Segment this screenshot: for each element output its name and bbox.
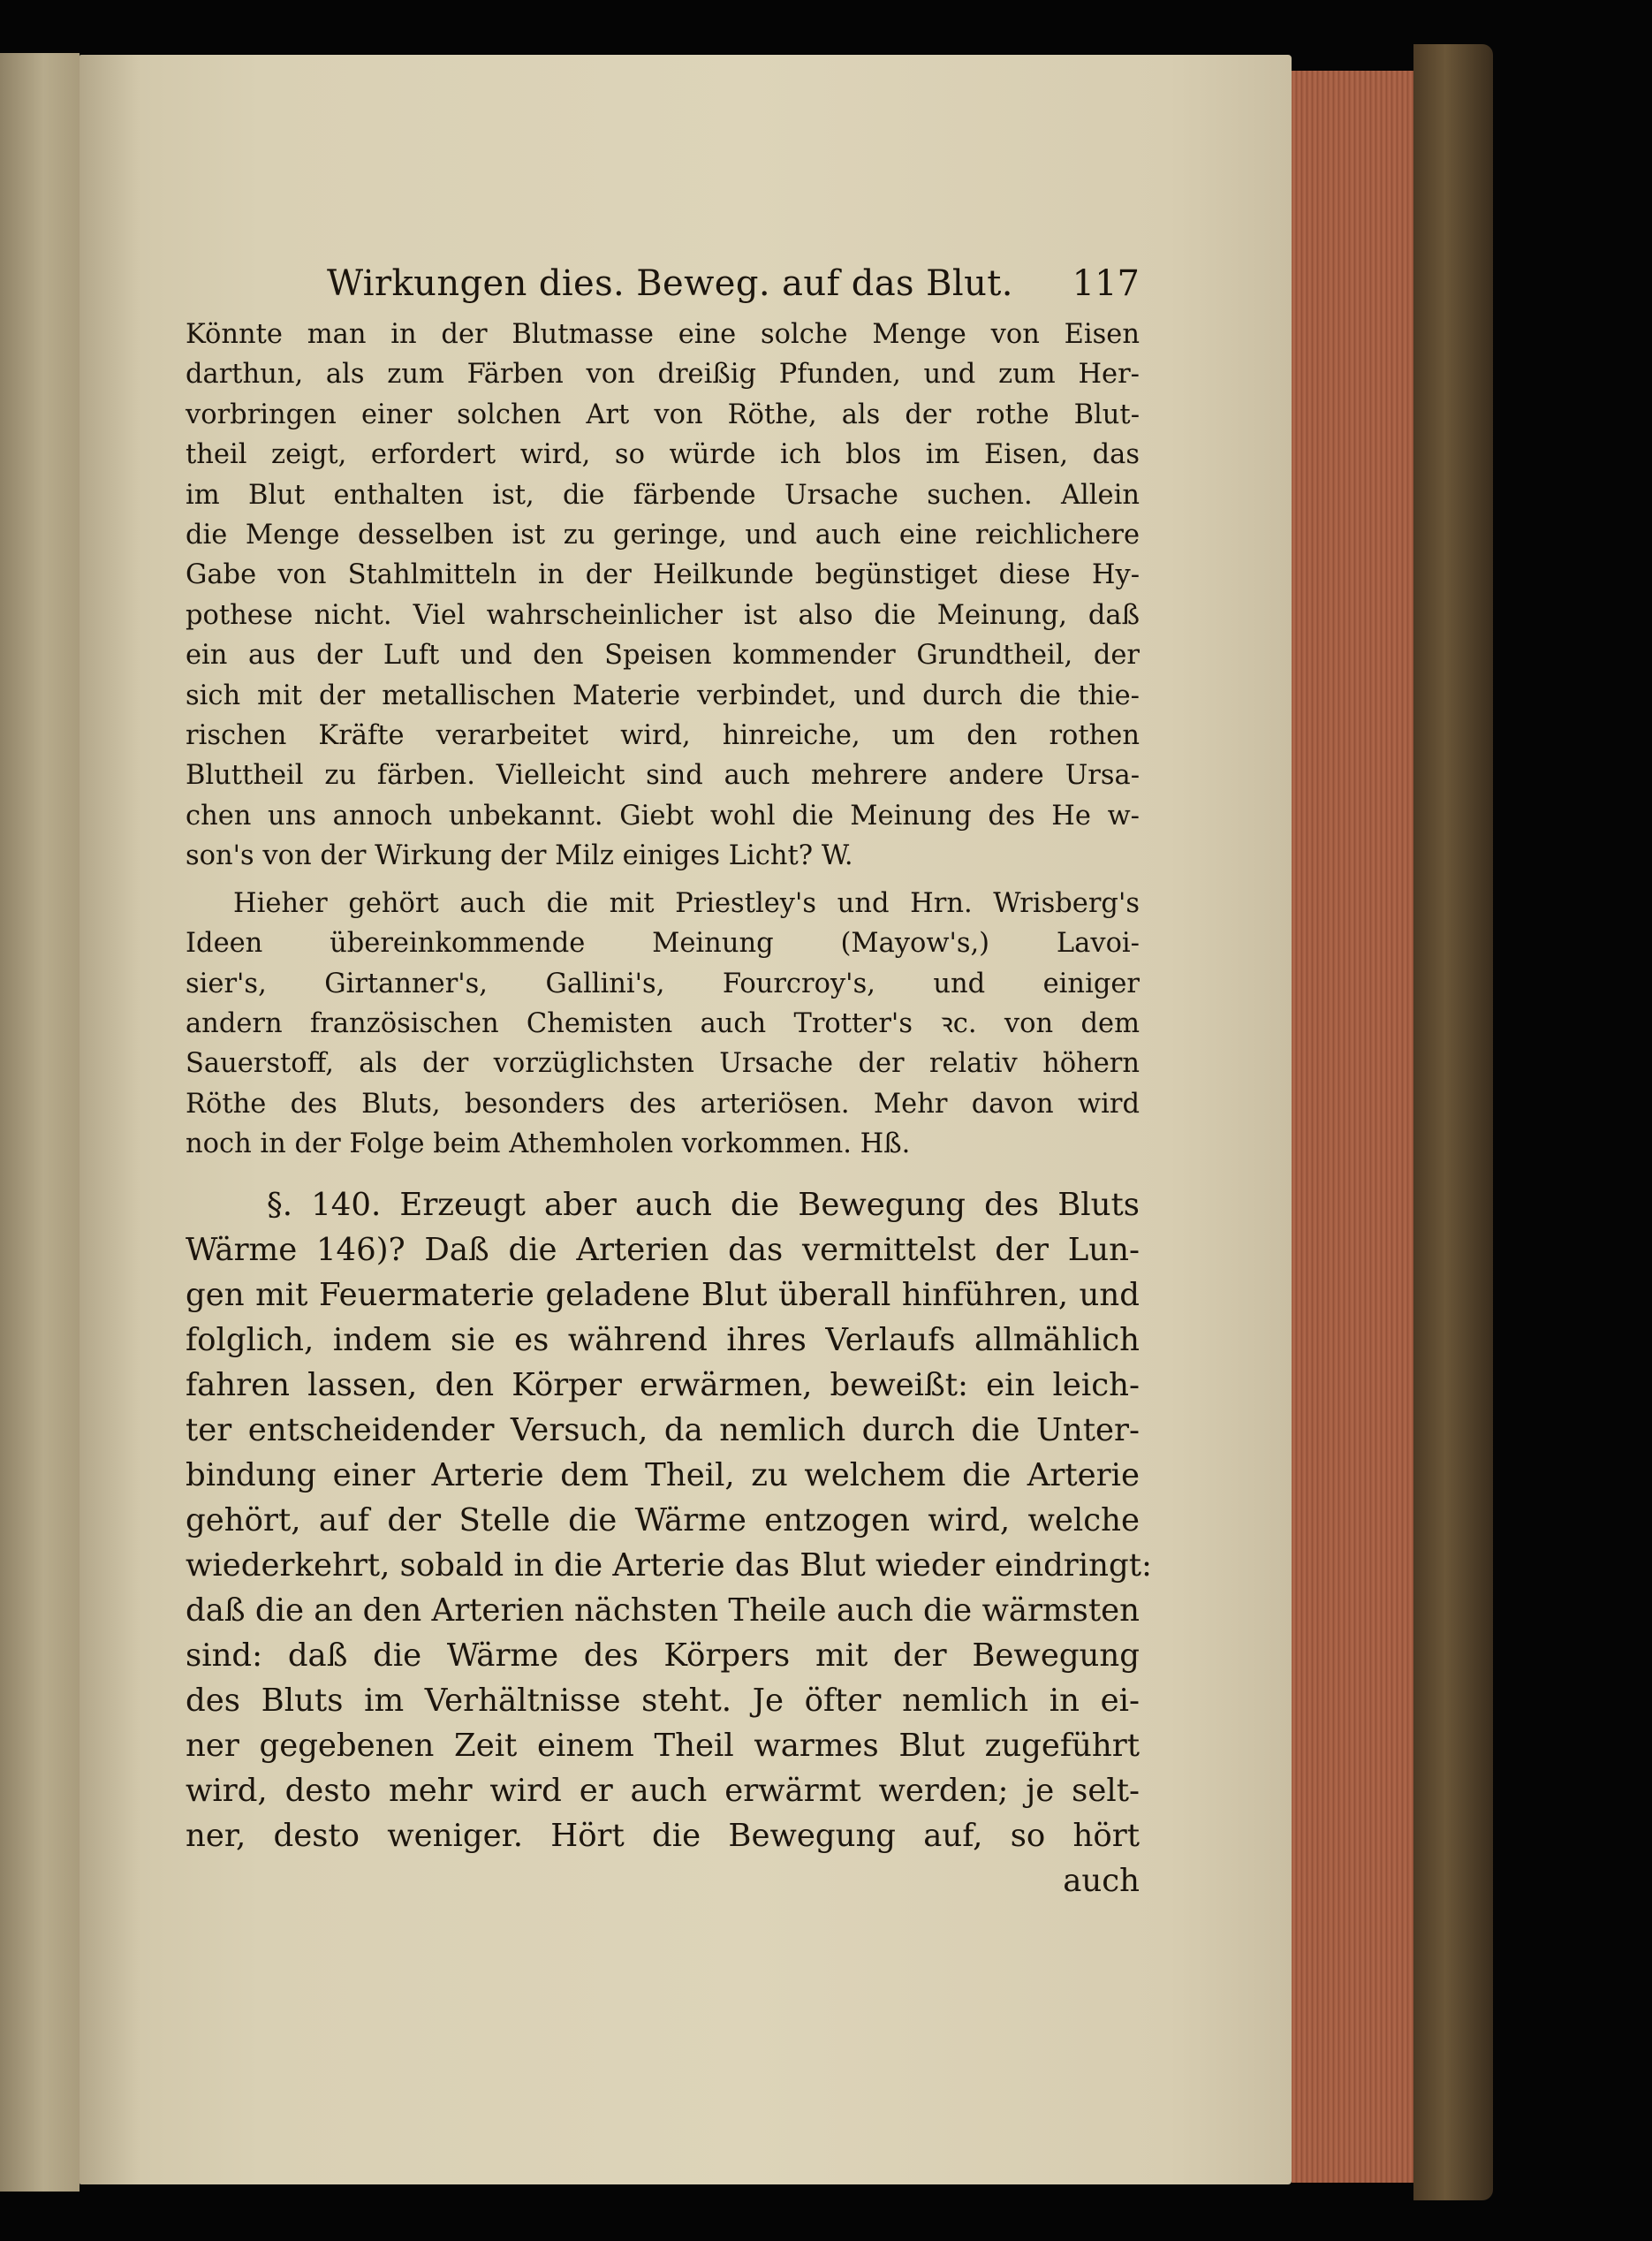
note-line: Sauerstoff, als der vorzüglichsten Ursache der relativ höhern bbox=[186, 1048, 1140, 1080]
body-line: ter entscheidender Versuch, da nemlich durch die Unter- bbox=[186, 1411, 1140, 1448]
body-line: gen mit Feuermaterie geladene Blut überall hinführen, und bbox=[186, 1276, 1140, 1313]
note-line: Ideen übereinkommende Meinung (Mayow's,) Lavoi- bbox=[186, 928, 1140, 960]
body-line: Wärme 146)? Daß die Arterien das vermittelst der Lun- bbox=[186, 1231, 1140, 1268]
note-line: darthun, als zum Färben von dreißig Pfunden, und zum Her- bbox=[186, 359, 1140, 391]
note-line: son's von der Wirkung der Milz einiges Licht? W. bbox=[186, 840, 853, 872]
catchword: auch bbox=[1063, 1862, 1140, 1899]
page-text bbox=[186, 256, 1152, 1903]
body-line: gehört, auf der Stelle die Wärme entzogen wird, welche bbox=[186, 1501, 1140, 1538]
body-line: folglich, indem sie es während ihres Verlaufs allmählich bbox=[186, 1321, 1140, 1358]
note-line: noch in der Folge beim Athemholen vorkommen. Hß. bbox=[186, 1128, 911, 1160]
body-line: ner gegebenen Zeit einem Theil warmes Blut zugeführt bbox=[186, 1727, 1140, 1764]
page-number: 117 bbox=[1072, 263, 1140, 304]
note-line: chen uns annoch unbekannt. Giebt wohl die Meinung des He w- bbox=[186, 800, 1140, 832]
note-line: vorbringen einer solchen Art von Röthe, als der rothe Blut- bbox=[186, 399, 1140, 430]
body-line: §. 140. Erzeugt aber auch die Bewegung des Bluts bbox=[267, 1186, 1140, 1223]
body-line: ner, desto weniger. Hört die Bewegung auf, so hört bbox=[186, 1817, 1140, 1854]
body-line: des Bluts im Verhältnisse steht. Je öfter nemlich in ei- bbox=[186, 1682, 1140, 1719]
footnote-1 bbox=[186, 315, 1140, 877]
facing-page-edge bbox=[0, 53, 80, 2192]
note-line: im Blut enthalten ist, die färbende Ursache suchen. Allein bbox=[186, 479, 1140, 511]
running-title: Wirkungen dies. Beweg. auf das Blut. bbox=[327, 263, 1013, 304]
body-line: sind: daß die Wärme des Körpers mit der Bewegung bbox=[186, 1637, 1140, 1674]
note-line: ein aus der Luft und den Speisen kommender Grundtheil, der bbox=[186, 640, 1140, 672]
body-line: wird, desto mehr wird er auch erwärmt werden; je selt- bbox=[186, 1772, 1140, 1809]
note-line: theil zeigt, erfordert wird, so würde ich blos im Eisen, das bbox=[186, 439, 1140, 471]
note-line: sich mit der metallischen Materie verbindet, und durch die thie- bbox=[186, 680, 1140, 711]
page-block-edges bbox=[1292, 71, 1433, 2183]
note-line: die Menge desselben ist zu geringe, und auch eine reichlichere bbox=[186, 520, 1140, 551]
note-line: Könnte man in der Blutmasse eine solche Menge von Eisen bbox=[186, 319, 1140, 350]
body-line: fahren lassen, den Körper erwärmen, beweißt: ein leich- bbox=[186, 1366, 1140, 1403]
note-line: andern französischen Chemisten auch Trotter's ꝛc. von dem bbox=[186, 1007, 1140, 1039]
note-line: Röthe des Bluts, besonders des arteriösen. Mehr davon wird bbox=[186, 1088, 1140, 1120]
note-line: Hieher gehört auch die mit Priestley's und Hrn. Wrisberg's bbox=[233, 887, 1140, 919]
note-line: sier's, Girtanner's, Gallini's, Fourcroy's, und einiger bbox=[186, 968, 1140, 999]
section-140 bbox=[186, 1182, 1152, 1903]
note-line: rischen Kräfte verarbeitet wird, hinreiche, um den rothen bbox=[186, 720, 1140, 752]
note-line: Bluttheil zu färben. Vielleicht sind auch mehrere andere Ursa- bbox=[186, 760, 1140, 792]
body-line: bindung einer Arterie dem Theil, zu welchem die Arterie bbox=[186, 1456, 1140, 1493]
body-line: daß die an den Arterien nächsten Theile auch die wärmsten bbox=[186, 1591, 1140, 1629]
page-header bbox=[186, 256, 1140, 315]
body-line: wiederkehrt, sobald in die Arterie das Blut wieder eindringt: bbox=[186, 1546, 1152, 1584]
footnote-2 bbox=[186, 884, 1140, 1165]
note-line: pothese nicht. Viel wahrscheinlicher ist also die Meinung, daß bbox=[186, 599, 1140, 631]
book-cover-edge bbox=[1413, 44, 1493, 2200]
note-line: Gabe von Stahlmitteln in der Heilkunde begünstiget diese Hy- bbox=[186, 559, 1140, 591]
